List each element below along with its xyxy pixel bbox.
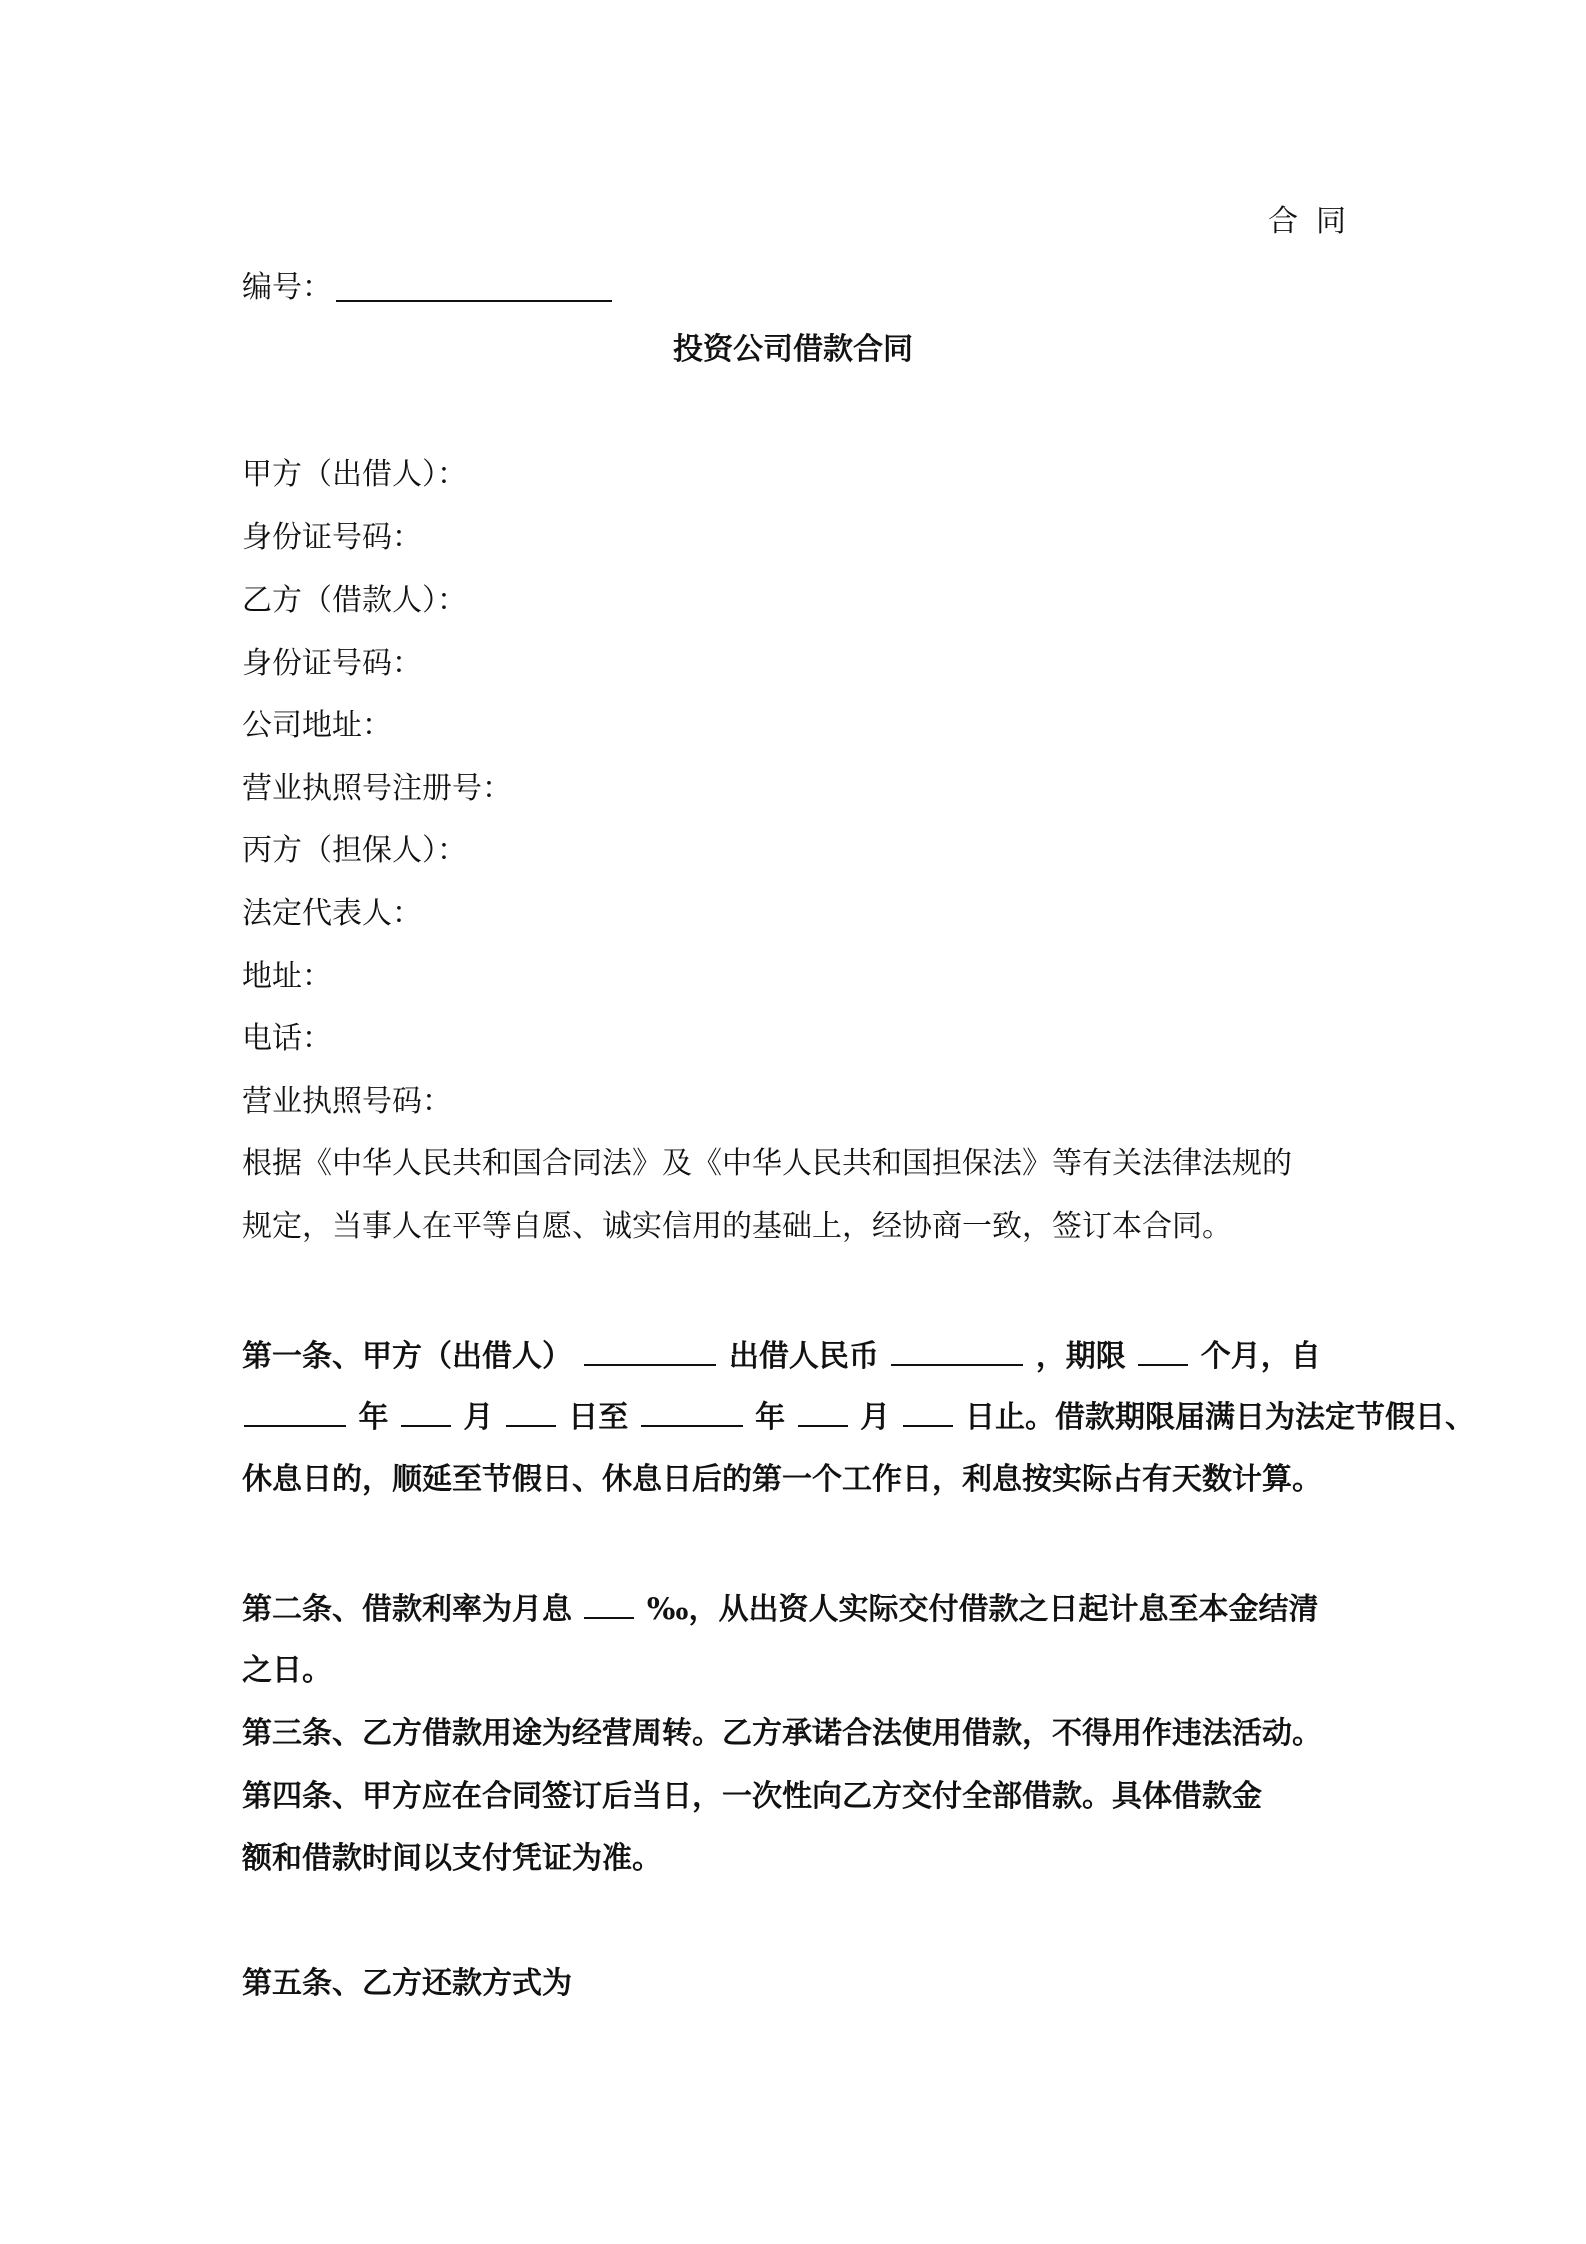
article-2-rate-label: 第二条、借款利率为月息	[242, 1592, 572, 1627]
party-a-line: 甲方（出借人）：	[242, 457, 467, 492]
article-1-amount-label: 出借人民币	[728, 1339, 879, 1374]
company-address-line: 公司地址：	[242, 708, 392, 743]
end-year-label: 年	[755, 1400, 786, 1435]
article-2-line-1	[242, 1589, 1318, 1630]
article-1-line-1	[242, 1336, 1321, 1377]
article-1-months-label: 个月，自	[1200, 1339, 1321, 1374]
loan-amount-blank	[891, 1336, 1023, 1366]
article-1-lender-label: 第一条、甲方（出借人）	[242, 1339, 572, 1374]
intro-line-2: 规定，当事人在平等自愿、诚实信用的基础上，经协商一致，签订本合同。	[242, 1209, 1232, 1244]
end-day-blank	[903, 1397, 953, 1427]
article-5-line: 第五条、乙方还款方式为	[242, 1966, 572, 2001]
party-a-id-line: 身份证号码：	[242, 520, 422, 555]
article-2-line-2: 之日。	[242, 1653, 332, 1688]
start-day-label: 日至	[568, 1400, 629, 1435]
article-1-term-label: ，期限	[1035, 1339, 1126, 1374]
legal-representative-line: 法定代表人：	[242, 896, 422, 931]
contract-number-underline	[336, 300, 612, 302]
start-day-blank	[506, 1397, 556, 1427]
intro-line-1: 根据《中华人民共和国合同法》及《中华人民共和国担保法》等有关法律法规的	[242, 1146, 1292, 1181]
address-line: 地址：	[242, 959, 332, 994]
end-month-label: 月	[860, 1400, 891, 1435]
start-year-label: 年	[358, 1400, 389, 1435]
party-b-id-line: 身份证号码：	[242, 646, 422, 681]
start-month-label: 月	[463, 1400, 494, 1435]
party-c-line: 丙方（担保人）：	[242, 833, 467, 868]
article-4-line-1: 第四条、甲方应在合同签订后当日，一次性向乙方交付全部借款。具体借款金	[242, 1779, 1262, 1814]
lender-name-blank	[584, 1336, 716, 1366]
article-1-line-2	[242, 1397, 1475, 1438]
article-2-rate-text: ‰，从出资人实际交付借款之日起计息至本金结清	[646, 1592, 1319, 1627]
contract-number-label: 编号：	[242, 270, 332, 305]
business-license-number-line: 营业执照号码：	[242, 1084, 452, 1119]
start-year-blank	[244, 1397, 346, 1427]
business-license-registration-line: 营业执照号注册号：	[242, 771, 512, 806]
article-4-line-2: 额和借款时间以支付凭证为准。	[242, 1841, 662, 1876]
start-month-blank	[401, 1397, 451, 1427]
article-1-line-3: 休息日的，顺延至节假日、休息日后的第一个工作日，利息按实际占有天数计算。	[242, 1462, 1322, 1497]
end-month-blank	[798, 1397, 848, 1427]
document-title: 投资公司借款合同	[673, 332, 913, 367]
phone-line: 电话：	[242, 1021, 332, 1056]
end-year-blank	[641, 1397, 743, 1427]
article-3-line: 第三条、乙方借款用途为经营周转。乙方承诺合法使用借款，不得用作违法活动。	[242, 1716, 1322, 1751]
monthly-interest-rate-blank	[584, 1589, 634, 1619]
loan-term-months-blank	[1138, 1336, 1188, 1366]
end-day-label: 日止。借款期限届满日为法定节假日、	[964, 1400, 1475, 1435]
contract-label: 合同	[1268, 204, 1364, 239]
party-b-line: 乙方（借款人）：	[242, 583, 467, 618]
